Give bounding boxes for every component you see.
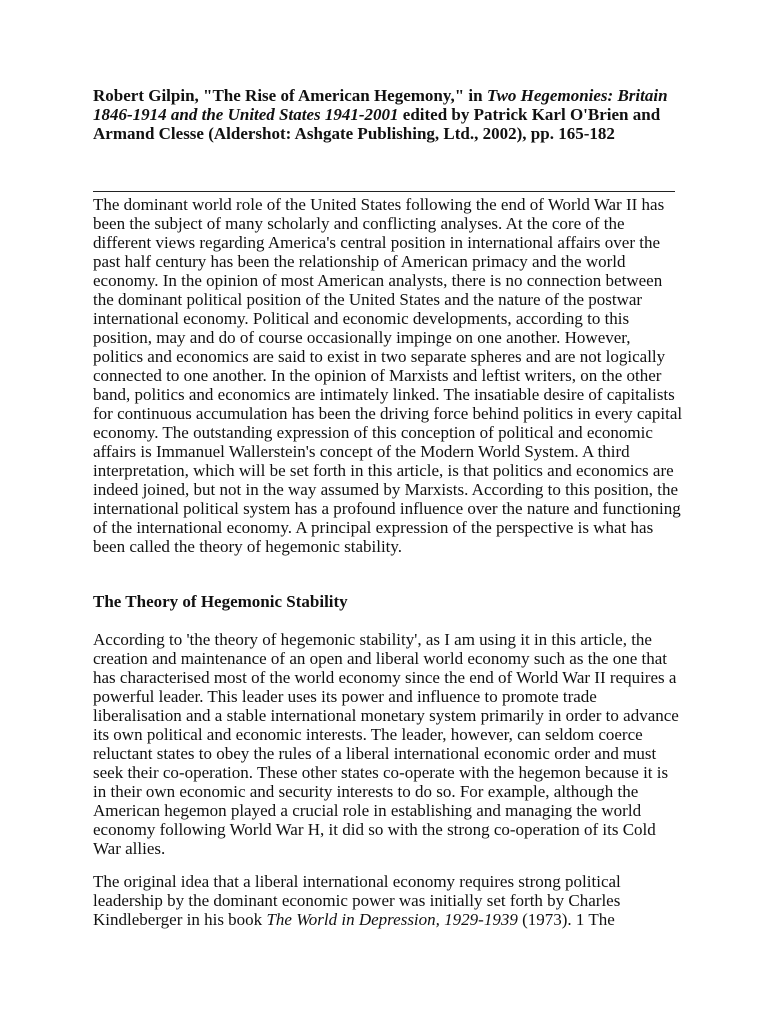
- citation-header: [93, 86, 683, 143]
- citation-publication-details: edited by Patrick Karl O'Brien and Armand Clesse (Aldershot: Ashgate Publishing, Ltd., 2002), pp. 165-182: [93, 105, 661, 143]
- paragraph-intro: The dominant world role of the United States following the end of World War II has been the subject of many scholarly and conflicting analyses. At the core of the different views regarding America's central position in international affairs over the past half century has been the relationship of American primacy and the world economy. In the opinion of most American analysts, there is no connection between the dominant political position of the United States and the nature of the postwar international economy. Political and economic developments, according to this position, may and do of course occasionally impinge on one another. However, politics and economics are said to exist in two separate spheres and are not logically connected to one another. In the opinion of Marxists and leftist writers, on the other band, politics and economics are intimately linked. The insatiable desire of capitalists for continuous accumulation has been the driving force behind politics in every capital economy. The outstanding expression of this conception of political and economic affairs is Immanuel Wallerstein's concept of the Modern World System. A third interpretation, which will be set forth in this article, is that politics and economics are indeed joined, but not in the way assumed by Marxists. According to this position, the international political system has a profound influence over the nature and functioning of the international economy. A principal expression of the perspective is what has been called the theory of hegemonic stability.: [93, 195, 683, 556]
- paragraph-theory: According to 'the theory of hegemonic stability', as I am using it in this article, the creation and maintenance of an open and liberal world economy such as the one that has characterised most of the world economy since the end of World War II requires a powerful leader. This leader uses its power and influence to promote trade liberalisation and a stable international monetary system primarily in order to advance its own political and economic interests. The leader, however, can seldom coerce reluctant states to obey the rules of a liberal international economic order and must seek their co-operation. These other states co-operate with the hegemon because it is in their own economic and security interests to do so. For example, although the American hegemon played a crucial role in establishing and managing the world economy following World War H, it did so with the strong co-operation of its Cold War allies.: [93, 630, 679, 858]
- section-heading: The Theory of Hegemonic Stability: [93, 592, 348, 611]
- paragraph-origin-tail: (1973). 1 The: [517, 910, 615, 929]
- paragraph-origin: [93, 872, 683, 929]
- citation-book-title: Two Hegemonies: Britain 1846-1914 and the United States 1941-2001: [93, 86, 668, 124]
- horizontal-divider: [93, 191, 675, 192]
- citation-author-title: Robert Gilpin, "The Rise of American Hegemony," in: [93, 86, 487, 105]
- paragraph-origin-text: The original idea that a liberal international economy requires strong political leadership by the dominant economic power was initially set forth by Charles Kindleberger in his book: [93, 872, 621, 929]
- paragraph-origin-book-title: The World in Depression, 1929-1939: [266, 910, 518, 929]
